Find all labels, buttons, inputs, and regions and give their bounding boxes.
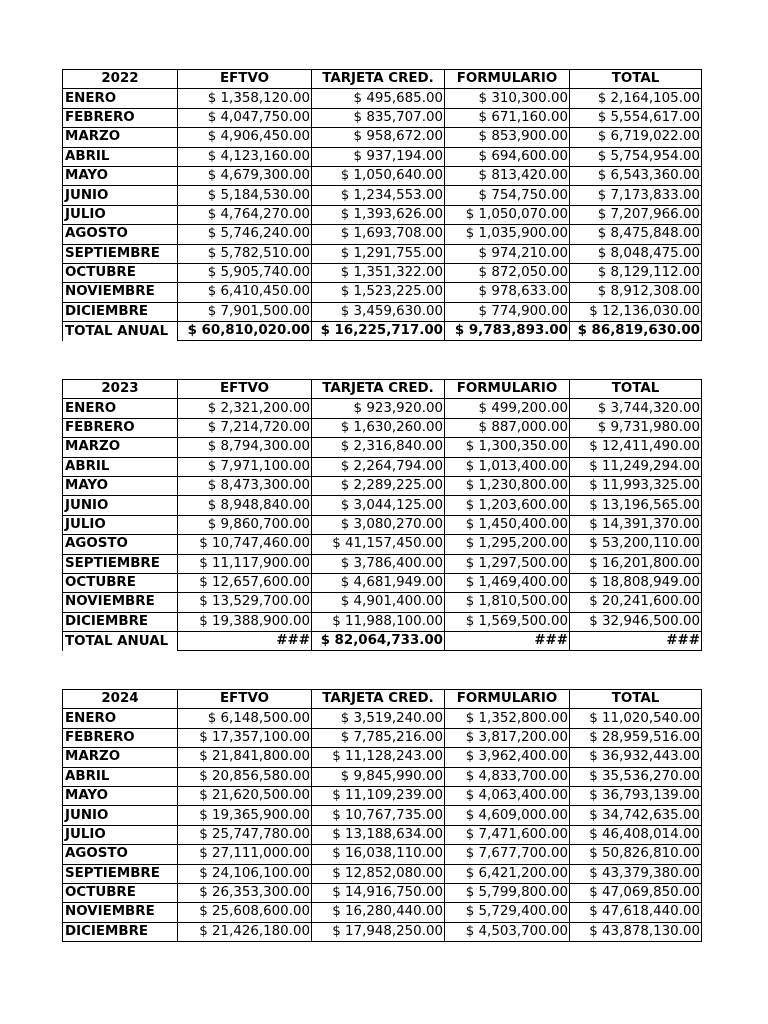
amount-cell: $ 3,459,630.00 — [312, 302, 445, 321]
amount-cell: $ 671,160.00 — [445, 108, 570, 127]
table-row — [63, 244, 702, 263]
column-header: TOTAL — [570, 380, 702, 399]
amount-cell: $ 7,971,100.00 — [178, 457, 312, 476]
amount-cell: $ 13,196,565.00 — [570, 496, 702, 515]
month-label: SEPTIEMBRE — [63, 554, 178, 573]
amount-cell: $ 7,173,833.00 — [570, 186, 702, 205]
month-label: JUNIO — [63, 806, 178, 825]
month-label: FEBRERO — [63, 108, 178, 127]
table-row — [63, 922, 702, 941]
amount-cell: $ 12,657,600.00 — [178, 573, 312, 592]
month-label: MAYO — [63, 476, 178, 495]
amount-cell: $ 1,693,708.00 — [312, 225, 445, 244]
amount-cell: $ 14,391,370.00 — [570, 515, 702, 534]
amount-cell: $ 5,184,530.00 — [178, 186, 312, 205]
month-label: ABRIL — [63, 147, 178, 166]
amount-cell: $ 10,747,460.00 — [178, 535, 312, 554]
amount-cell: $ 6,421,200.00 — [445, 864, 570, 883]
amount-cell: $ 4,679,300.00 — [178, 166, 312, 185]
amount-cell: $ 310,300.00 — [445, 89, 570, 108]
month-label: SEPTIEMBRE — [63, 864, 178, 883]
amount-cell: $ 11,020,540.00 — [570, 709, 702, 728]
table-row — [63, 748, 702, 767]
month-label: AGOSTO — [63, 845, 178, 864]
sales-table — [62, 379, 702, 651]
month-label: ENERO — [63, 89, 178, 108]
amount-cell: $ 5,754,954.00 — [570, 147, 702, 166]
amount-cell: $ 3,080,270.00 — [312, 515, 445, 534]
total-amount-cell: ### — [570, 632, 702, 651]
amount-cell: $ 16,280,440.00 — [312, 903, 445, 922]
table-row — [63, 108, 702, 127]
amount-cell: $ 1,469,400.00 — [445, 573, 570, 592]
amount-cell: $ 1,523,225.00 — [312, 283, 445, 302]
sales-table-2022 — [62, 69, 701, 341]
month-label: JULIO — [63, 515, 178, 534]
amount-cell: $ 20,856,580.00 — [178, 767, 312, 786]
amount-cell: $ 495,685.00 — [312, 89, 445, 108]
table-row — [63, 205, 702, 224]
column-header: TOTAL — [570, 70, 702, 89]
amount-cell: $ 35,536,270.00 — [570, 767, 702, 786]
amount-cell: $ 1,351,322.00 — [312, 263, 445, 282]
amount-cell: $ 4,063,400.00 — [445, 786, 570, 805]
amount-cell: $ 974,210.00 — [445, 244, 570, 263]
amount-cell: $ 25,608,600.00 — [178, 903, 312, 922]
column-header: EFTVO — [178, 690, 312, 709]
total-amount-cell: $ 9,783,893.00 — [445, 322, 570, 341]
table-row — [63, 476, 702, 495]
amount-cell: $ 19,365,900.00 — [178, 806, 312, 825]
amount-cell: $ 47,069,850.00 — [570, 883, 702, 902]
column-header: TARJETA CRED. — [312, 380, 445, 399]
amount-cell: $ 1,810,500.00 — [445, 593, 570, 612]
table-row — [63, 496, 702, 515]
amount-cell: $ 8,475,848.00 — [570, 225, 702, 244]
amount-cell: $ 978,633.00 — [445, 283, 570, 302]
table-row — [63, 573, 702, 592]
amount-cell: $ 4,833,700.00 — [445, 767, 570, 786]
total-amount-cell: $ 60,810,020.00 — [178, 322, 312, 341]
table-row — [63, 786, 702, 805]
month-label: MARZO — [63, 128, 178, 147]
amount-cell: $ 3,817,200.00 — [445, 728, 570, 747]
amount-cell: $ 5,729,400.00 — [445, 903, 570, 922]
amount-cell: $ 25,747,780.00 — [178, 825, 312, 844]
amount-cell: $ 1,230,800.00 — [445, 476, 570, 495]
amount-cell: $ 835,707.00 — [312, 108, 445, 127]
column-header: FORMULARIO — [445, 70, 570, 89]
table-row — [63, 457, 702, 476]
amount-cell: $ 937,194.00 — [312, 147, 445, 166]
amount-cell: $ 16,038,110.00 — [312, 845, 445, 864]
amount-cell: $ 8,948,840.00 — [178, 496, 312, 515]
amount-cell: $ 3,744,320.00 — [570, 399, 702, 418]
amount-cell: $ 4,609,000.00 — [445, 806, 570, 825]
table-row — [63, 728, 702, 747]
amount-cell: $ 47,618,440.00 — [570, 903, 702, 922]
month-label: NOVIEMBRE — [63, 593, 178, 612]
table-row — [63, 418, 702, 437]
table-row — [63, 166, 702, 185]
amount-cell: $ 694,600.00 — [445, 147, 570, 166]
month-label: FEBRERO — [63, 418, 178, 437]
amount-cell: $ 11,109,239.00 — [312, 786, 445, 805]
amount-cell: $ 2,316,840.00 — [312, 438, 445, 457]
header-row — [63, 380, 702, 399]
amount-cell: $ 8,912,308.00 — [570, 283, 702, 302]
amount-cell: $ 2,264,794.00 — [312, 457, 445, 476]
amount-cell: $ 17,948,250.00 — [312, 922, 445, 941]
amount-cell: $ 16,201,800.00 — [570, 554, 702, 573]
amount-cell: $ 1,630,260.00 — [312, 418, 445, 437]
amount-cell: $ 923,920.00 — [312, 399, 445, 418]
amount-cell: $ 43,379,380.00 — [570, 864, 702, 883]
table-row — [63, 903, 702, 922]
amount-cell: $ 6,148,500.00 — [178, 709, 312, 728]
amount-cell: $ 21,841,800.00 — [178, 748, 312, 767]
column-header: TOTAL — [570, 690, 702, 709]
total-row — [63, 632, 702, 651]
amount-cell: $ 8,129,112.00 — [570, 263, 702, 282]
amount-cell: $ 887,000.00 — [445, 418, 570, 437]
month-label: FEBRERO — [63, 728, 178, 747]
amount-cell: $ 11,117,900.00 — [178, 554, 312, 573]
month-label: JULIO — [63, 825, 178, 844]
table-row — [63, 864, 702, 883]
column-header: EFTVO — [178, 70, 312, 89]
amount-cell: $ 5,554,617.00 — [570, 108, 702, 127]
amount-cell: $ 9,731,980.00 — [570, 418, 702, 437]
year-header: 2024 — [63, 690, 178, 709]
amount-cell: $ 18,808,949.00 — [570, 573, 702, 592]
table-row — [63, 515, 702, 534]
amount-cell: $ 6,719,022.00 — [570, 128, 702, 147]
amount-cell: $ 7,207,966.00 — [570, 205, 702, 224]
amount-cell: $ 7,677,700.00 — [445, 845, 570, 864]
month-label: MARZO — [63, 438, 178, 457]
sales-table-2024 — [62, 689, 701, 942]
amount-cell: $ 53,200,110.00 — [570, 535, 702, 554]
column-header: TARJETA CRED. — [312, 690, 445, 709]
table-row — [63, 147, 702, 166]
amount-cell: $ 4,681,949.00 — [312, 573, 445, 592]
table-row — [63, 186, 702, 205]
month-label: OCTUBRE — [63, 883, 178, 902]
amount-cell: $ 24,106,100.00 — [178, 864, 312, 883]
month-label: MAYO — [63, 786, 178, 805]
table-row — [63, 825, 702, 844]
amount-cell: $ 958,672.00 — [312, 128, 445, 147]
total-label: TOTAL ANUAL — [63, 632, 178, 651]
amount-cell: $ 11,993,325.00 — [570, 476, 702, 495]
amount-cell: $ 6,543,360.00 — [570, 166, 702, 185]
month-label: ENERO — [63, 709, 178, 728]
amount-cell: $ 32,946,500.00 — [570, 612, 702, 631]
amount-cell: $ 1,013,400.00 — [445, 457, 570, 476]
amount-cell: $ 754,750.00 — [445, 186, 570, 205]
amount-cell: $ 3,519,240.00 — [312, 709, 445, 728]
amount-cell: $ 1,358,120.00 — [178, 89, 312, 108]
column-header: EFTVO — [178, 380, 312, 399]
table-row — [63, 535, 702, 554]
amount-cell: $ 34,742,635.00 — [570, 806, 702, 825]
amount-cell: $ 46,408,014.00 — [570, 825, 702, 844]
table-row — [63, 89, 702, 108]
amount-cell: $ 41,157,450.00 — [312, 535, 445, 554]
year-header: 2023 — [63, 380, 178, 399]
amount-cell: $ 853,900.00 — [445, 128, 570, 147]
table-row — [63, 283, 702, 302]
table-row — [63, 225, 702, 244]
month-label: JULIO — [63, 205, 178, 224]
total-amount-cell: $ 86,819,630.00 — [570, 322, 702, 341]
table-row — [63, 709, 702, 728]
total-row — [63, 322, 702, 341]
month-label: DICIEMBRE — [63, 302, 178, 321]
amount-cell: $ 1,050,640.00 — [312, 166, 445, 185]
total-amount-cell: ### — [178, 632, 312, 651]
table-row — [63, 593, 702, 612]
amount-cell: $ 1,450,400.00 — [445, 515, 570, 534]
amount-cell: $ 1,050,070.00 — [445, 205, 570, 224]
table-row — [63, 554, 702, 573]
sales-table — [62, 69, 702, 341]
amount-cell: $ 43,878,130.00 — [570, 922, 702, 941]
table-row — [63, 399, 702, 418]
amount-cell: $ 9,860,700.00 — [178, 515, 312, 534]
sales-table — [62, 689, 702, 942]
amount-cell: $ 1,291,755.00 — [312, 244, 445, 263]
month-label: MAYO — [63, 166, 178, 185]
amount-cell: $ 7,901,500.00 — [178, 302, 312, 321]
amount-cell: $ 12,136,030.00 — [570, 302, 702, 321]
table-row — [63, 767, 702, 786]
amount-cell: $ 2,289,225.00 — [312, 476, 445, 495]
table-row — [63, 612, 702, 631]
amount-cell: $ 774,900.00 — [445, 302, 570, 321]
amount-cell: $ 8,794,300.00 — [178, 438, 312, 457]
amount-cell: $ 499,200.00 — [445, 399, 570, 418]
table-row — [63, 883, 702, 902]
amount-cell: $ 1,297,500.00 — [445, 554, 570, 573]
amount-cell: $ 13,529,700.00 — [178, 593, 312, 612]
total-amount-cell: $ 82,064,733.00 — [312, 632, 445, 651]
amount-cell: $ 3,786,400.00 — [312, 554, 445, 573]
amount-cell: $ 11,988,100.00 — [312, 612, 445, 631]
column-header: FORMULARIO — [445, 380, 570, 399]
month-label: NOVIEMBRE — [63, 283, 178, 302]
month-label: AGOSTO — [63, 535, 178, 554]
amount-cell: $ 21,426,180.00 — [178, 922, 312, 941]
amount-cell: $ 14,916,750.00 — [312, 883, 445, 902]
amount-cell: $ 27,111,000.00 — [178, 845, 312, 864]
table-row — [63, 302, 702, 321]
amount-cell: $ 5,905,740.00 — [178, 263, 312, 282]
table-row — [63, 438, 702, 457]
header-row — [63, 690, 702, 709]
amount-cell: $ 7,785,216.00 — [312, 728, 445, 747]
month-label: DICIEMBRE — [63, 612, 178, 631]
total-label: TOTAL ANUAL — [63, 322, 178, 341]
column-header: TARJETA CRED. — [312, 70, 445, 89]
table-row — [63, 845, 702, 864]
amount-cell: $ 12,411,490.00 — [570, 438, 702, 457]
month-label: JUNIO — [63, 186, 178, 205]
amount-cell: $ 1,203,600.00 — [445, 496, 570, 515]
amount-cell: $ 9,845,990.00 — [312, 767, 445, 786]
month-label: JUNIO — [63, 496, 178, 515]
amount-cell: $ 7,471,600.00 — [445, 825, 570, 844]
amount-cell: $ 4,764,270.00 — [178, 205, 312, 224]
column-header: FORMULARIO — [445, 690, 570, 709]
amount-cell: $ 12,852,080.00 — [312, 864, 445, 883]
amount-cell: $ 5,746,240.00 — [178, 225, 312, 244]
amount-cell: $ 11,128,243.00 — [312, 748, 445, 767]
amount-cell: $ 36,932,443.00 — [570, 748, 702, 767]
amount-cell: $ 8,473,300.00 — [178, 476, 312, 495]
month-label: DICIEMBRE — [63, 922, 178, 941]
amount-cell: $ 872,050.00 — [445, 263, 570, 282]
amount-cell: $ 1,352,800.00 — [445, 709, 570, 728]
amount-cell: $ 50,826,810.00 — [570, 845, 702, 864]
amount-cell: $ 3,044,125.00 — [312, 496, 445, 515]
amount-cell: $ 1,393,626.00 — [312, 205, 445, 224]
table-row — [63, 806, 702, 825]
total-amount-cell: ### — [445, 632, 570, 651]
sales-table-2023 — [62, 379, 701, 651]
amount-cell: $ 19,388,900.00 — [178, 612, 312, 631]
month-label: NOVIEMBRE — [63, 903, 178, 922]
month-label: ABRIL — [63, 767, 178, 786]
amount-cell: $ 3,962,400.00 — [445, 748, 570, 767]
amount-cell: $ 1,234,553.00 — [312, 186, 445, 205]
month-label: AGOSTO — [63, 225, 178, 244]
amount-cell: $ 813,420.00 — [445, 166, 570, 185]
table-row — [63, 128, 702, 147]
amount-cell: $ 1,300,350.00 — [445, 438, 570, 457]
month-label: ABRIL — [63, 457, 178, 476]
year-header: 2022 — [63, 70, 178, 89]
amount-cell: $ 4,503,700.00 — [445, 922, 570, 941]
amount-cell: $ 2,164,105.00 — [570, 89, 702, 108]
amount-cell: $ 10,767,735.00 — [312, 806, 445, 825]
amount-cell: $ 6,410,450.00 — [178, 283, 312, 302]
amount-cell: $ 4,047,750.00 — [178, 108, 312, 127]
amount-cell: $ 1,035,900.00 — [445, 225, 570, 244]
amount-cell: $ 17,357,100.00 — [178, 728, 312, 747]
amount-cell: $ 5,782,510.00 — [178, 244, 312, 263]
month-label: MARZO — [63, 748, 178, 767]
amount-cell: $ 11,249,294.00 — [570, 457, 702, 476]
month-label: ENERO — [63, 399, 178, 418]
amount-cell: $ 7,214,720.00 — [178, 418, 312, 437]
amount-cell: $ 1,569,500.00 — [445, 612, 570, 631]
amount-cell: $ 4,123,160.00 — [178, 147, 312, 166]
amount-cell: $ 4,901,400.00 — [312, 593, 445, 612]
amount-cell: $ 8,048,475.00 — [570, 244, 702, 263]
month-label: OCTUBRE — [63, 573, 178, 592]
amount-cell: $ 13,188,634.00 — [312, 825, 445, 844]
amount-cell: $ 1,295,200.00 — [445, 535, 570, 554]
amount-cell: $ 20,241,600.00 — [570, 593, 702, 612]
total-amount-cell: $ 16,225,717.00 — [312, 322, 445, 341]
amount-cell: $ 4,906,450.00 — [178, 128, 312, 147]
month-label: OCTUBRE — [63, 263, 178, 282]
table-row — [63, 263, 702, 282]
amount-cell: $ 28,959,516.00 — [570, 728, 702, 747]
amount-cell: $ 21,620,500.00 — [178, 786, 312, 805]
amount-cell: $ 5,799,800.00 — [445, 883, 570, 902]
amount-cell: $ 26,353,300.00 — [178, 883, 312, 902]
header-row — [63, 70, 702, 89]
amount-cell: $ 36,793,139.00 — [570, 786, 702, 805]
amount-cell: $ 2,321,200.00 — [178, 399, 312, 418]
month-label: SEPTIEMBRE — [63, 244, 178, 263]
